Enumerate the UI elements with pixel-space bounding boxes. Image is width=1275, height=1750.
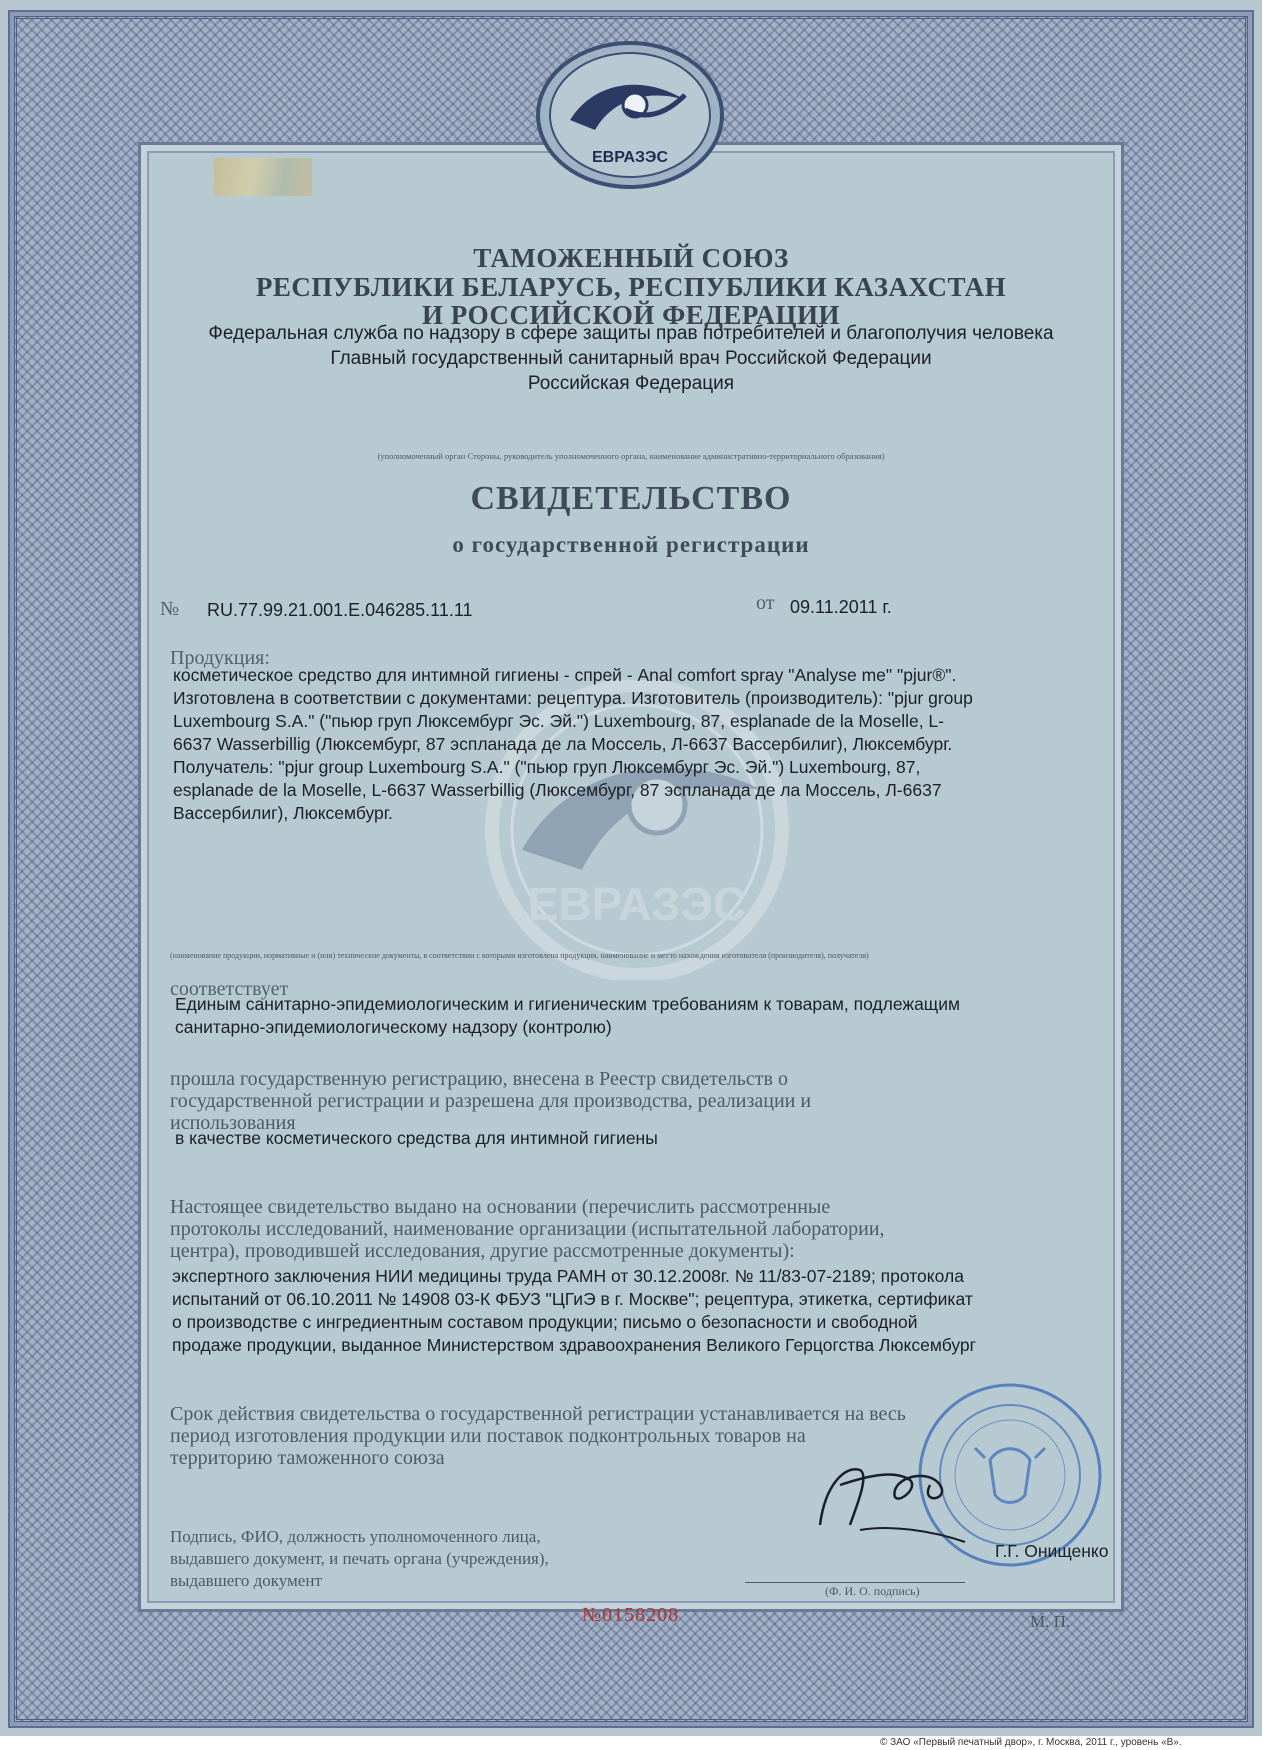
registration-date: 09.11.2011 г. — [790, 597, 892, 617]
authority-line-1: Федеральная служба по надзору в сфере защиты прав потребителей и благополучия человека — [208, 323, 1054, 344]
product-line: esplanade de la Moselle, L-6637 Wasserbillig (Люксембург, 87 эспланада де ла Моссель, Л-6637 — [173, 780, 942, 800]
signer-name: Г.Г. Онищенко — [995, 1541, 1109, 1561]
hologram-sticker — [214, 158, 312, 196]
basis-documents-line: испытаний от 06.10.2011 № 14908 03-К ФБУЗ "ЦГиЭ в г. Москве"; рецептура, этикетка, сертификат — [172, 1289, 973, 1309]
registration-statement — [170, 1068, 1115, 1134]
registration-statement-line: прошла государственную регистрацию, внесена в Реестр свидетельств о — [170, 1068, 788, 1090]
product-line: 6637 Wasserbillig (Люксембург, 87 эспланада де ла Моссель, Л-6637 Вассербилиг), Люксембург. — [173, 734, 953, 754]
signer-caption: (Ф. И. О. подпись) — [825, 1584, 920, 1598]
handwritten-signature — [800, 1430, 970, 1550]
product-line: Изготовлена в соответствии с документами: рецептура. Изготовитель (производитель): "pjur group — [173, 688, 973, 708]
eurasec-emblem-icon — [535, 40, 725, 190]
basis-documents — [172, 1265, 1127, 1357]
signature-block-caption — [170, 1526, 730, 1592]
registration-statement-line: использования — [170, 1112, 296, 1134]
watermark-label: ЕВРАЗЭС — [527, 878, 747, 930]
authority-line-3: Российская Федерация — [527, 373, 735, 394]
registration-date-label: от — [756, 592, 775, 614]
product-description — [173, 664, 1123, 825]
conformity-line: санитарно-эпидемиологическому надзору (контролю) — [175, 1017, 612, 1037]
signature-line — [745, 1582, 965, 1583]
header-line-2: РЕСПУБЛИКИ БЕЛАРУСЬ, РЕСПУБЛИКИ КАЗАХСТАН — [255, 272, 1007, 302]
basis-documents-line: о производстве с ингредиентным составом продукции; письмо о безопасности и свободной — [172, 1312, 918, 1332]
validity-statement-line: территорию таможенного союза — [170, 1447, 445, 1469]
basis-statement-line: Настоящее свидетельство выдано на основании (перечислить рассмотренные — [170, 1196, 831, 1218]
product-line: Luxembourg S.A." ("пьюр груп Люксембург Эс. Эй.") Luxembourg, 87, esplanade de la Moselle, L- — [173, 711, 944, 731]
document-title: СВИДЕТЕЛЬСТВО — [470, 480, 792, 517]
conformity-line: Единым санитарно-эпидемиологическим и гигиеническим требованиям к товарам, подлежащим — [175, 994, 961, 1014]
product-line: Получатель: "pjur group Luxembourg S.A." ("пьюр груп Люксембург Эс. Эй.") Luxembourg, 87, — [173, 757, 921, 777]
product-line: косметическое средство для интимной гигиены - спрей - Anal comfort spray "Analyse me" "pjur®". — [173, 665, 957, 685]
authority-caption: (уполномоченный орган Стороны, руководитель уполномоченного органа, наименование административно-территориального образования) — [377, 451, 885, 461]
product-caption: (наименование продукции, нормативные и (или) технические документы, в соответствии с которыми изготовлена продукция, наименование и место нахождения изготовителя (производителя), получателя) — [170, 951, 869, 960]
document-subtitle: о государственной регистрации — [452, 532, 810, 557]
conformity-label: соответствует — [170, 978, 289, 1000]
basis-statement — [170, 1196, 1115, 1262]
registration-statement-line: государственной регистрации и разрешена для производства, реализации и — [170, 1090, 812, 1112]
registration-number: RU.77.99.21.001.Е.046285.11.11 — [207, 600, 473, 620]
signature-caption-line: выдавшего документ, и печать органа (учреждения), — [170, 1549, 549, 1568]
signature-caption-line: выдавшего документ — [170, 1571, 322, 1590]
authority-line-2: Главный государственный санитарный врач Российской Федерации — [330, 348, 932, 369]
header-line-1: ТАМОЖЕННЫЙ СОЮЗ — [473, 243, 789, 273]
signature-caption-line: Подпись, ФИО, должность уполномоченного лица, — [170, 1527, 541, 1546]
registration-number-label: № — [160, 598, 180, 620]
validity-statement-line: Срок действия свидетельства о государственной регистрации устанавливается на весь — [170, 1403, 906, 1425]
header-line-3: И РОССИЙСКОЙ ФЕДЕРАЦИИ — [422, 300, 840, 330]
stamp-place-mark: М. П. — [1030, 1612, 1071, 1631]
conformity-text — [175, 993, 1125, 1039]
validity-statement-line: период изготовления продукции или поставок подконтрольных товаров на — [170, 1425, 806, 1447]
printer-copyright: © ЗАО «Первый печатный двор», г. Москва, 2011 г., уровень «В». — [880, 1737, 1182, 1748]
product-label: Продукция: — [170, 647, 270, 669]
basis-documents-line: экспертного заключения НИИ медицины труда РАМН от 30.12.2008г. № 11/83-07-2189; протокола — [172, 1266, 964, 1286]
basis-documents-line: продаже продукции, выданное Министерством здравоохранения Великого Герцогства Люксембург — [172, 1335, 977, 1355]
basis-statement-line: протоколы исследований, наименование организации (испытательной лаборатории, — [170, 1218, 885, 1240]
product-line: Вассербилиг), Люксембург. — [173, 803, 393, 823]
emblem-label: ЕВРАЗЭС — [591, 149, 669, 166]
form-serial-number: №0158208 — [582, 1604, 680, 1626]
basis-statement-line: центра), проводившей исследования, другие рассмотренные документы): — [170, 1240, 795, 1262]
registration-purpose: в качестве косметического средства для интимной гигиены — [175, 1128, 658, 1148]
